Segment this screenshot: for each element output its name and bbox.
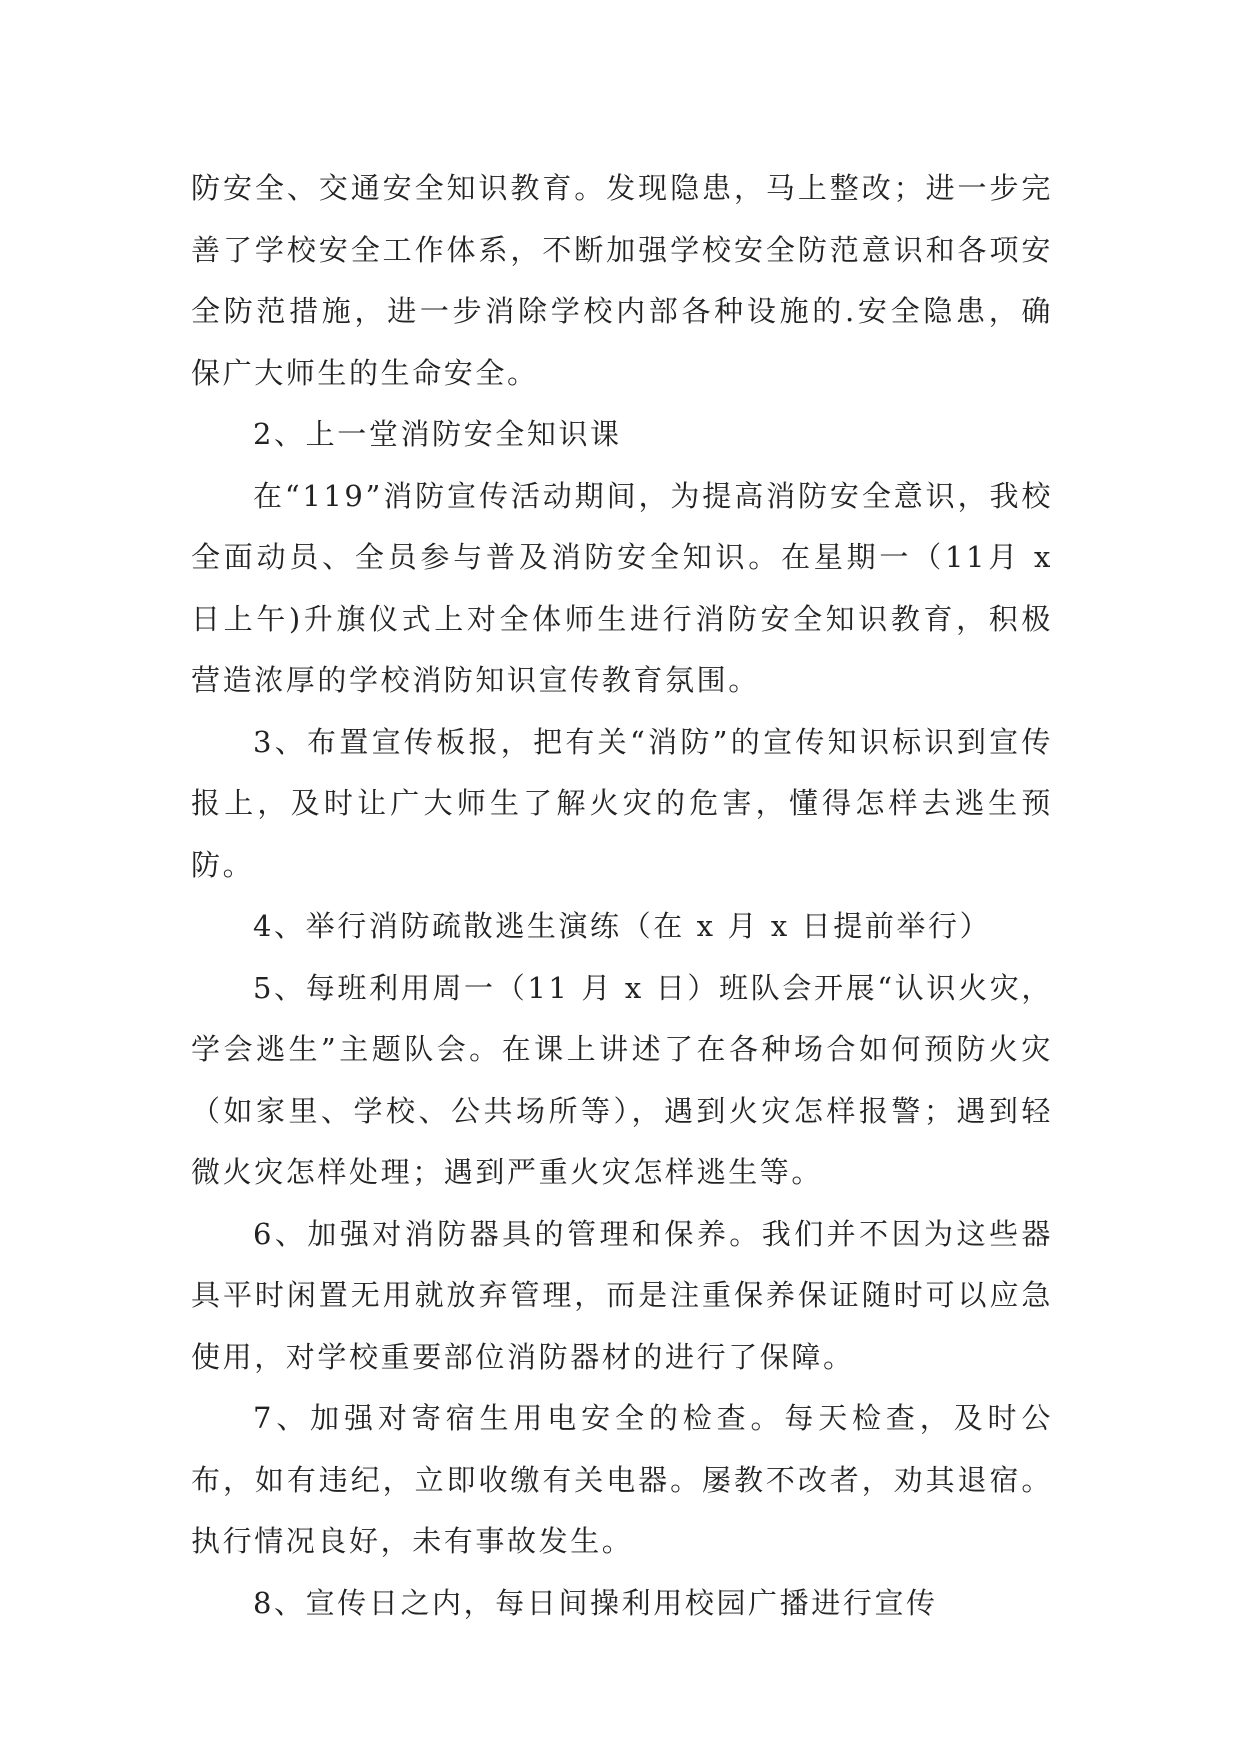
- paragraph-item-7: 7、加强对寄宿生用电安全的检查。每天检查，及时公布，如有违纪，立即收缴有关电器。屡教不改者，劝其退宿。执行情况良好，未有事故发生。: [191, 1401, 1053, 1558]
- paragraph-item-4: 4、举行消防疏散逃生演练（在 x 月 x 日提前举行）: [253, 909, 992, 943]
- paragraph-item-2-heading: 2、上一堂消防安全知识课: [253, 417, 622, 451]
- paragraph-item-5: 5、每班利用周一（11 月 x 日）班队会开展“认识火灾，学会逃生”主题队会。在课上讲述了在各种场合如何预防火灾（如家里、学校、公共场所等），遇到火灾怎样报警；遇到轻微火灾怎样处理；遇到严重火灾怎样逃生等。: [191, 970, 1053, 1189]
- paragraph-continuation: 防安全、交通安全知识教育。发现隐患，马上整改；进一步完善了学校安全工作体系，不断加强学校安全防范意识和各项安全防范措施，进一步消除学校内部各种设施的.安全隐患，确保广大师生的生命安全。: [191, 171, 1053, 390]
- document-body: [191, 158, 1053, 1634]
- paragraph-item-8: 8、宣传日之内，每日间操利用校园广播进行宣传: [253, 1585, 938, 1620]
- paragraph-item-3: 3、布置宣传板报，把有关“消防”的宣传知识标识到宣传报上，及时让广大师生了解火灾的危害，懂得怎样去逃生预防。: [191, 724, 1053, 882]
- paragraph-119-campaign: 在“119”消防宣传活动期间，为提高消防安全意识，我校全面动员、全员参与普及消防安全知识。在星期一（11月 x 日上午)升旗仪式上对全体师生进行消防安全知识教育，积极营造浓厚的学校消防知识宣传教育氛围。: [191, 478, 1053, 697]
- paragraph-item-6: 6、加强对消防器具的管理和保养。我们并不因为这些器具平时闲置无用就放弃管理，而是注重保养保证随时可以应急使用，对学校重要部位消防器材的进行了保障。: [191, 1216, 1053, 1374]
